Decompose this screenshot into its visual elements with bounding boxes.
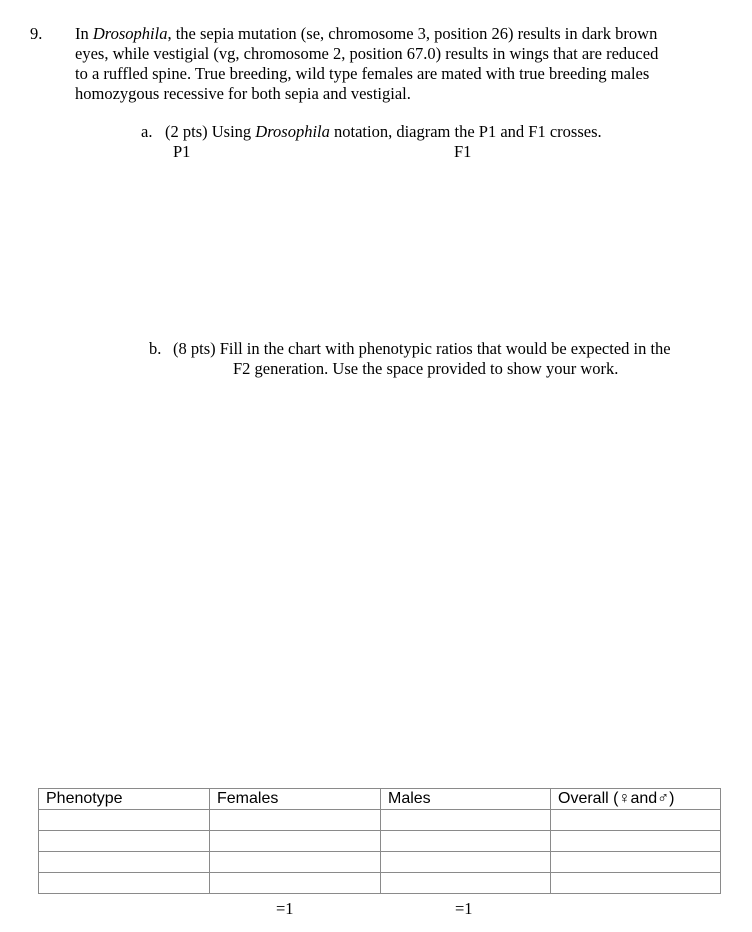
table-cell[interactable] <box>39 831 210 852</box>
phenotype-chart <box>38 788 721 894</box>
part-a-text-before: (2 pts) Using <box>165 122 256 141</box>
males-sum: =1 <box>455 899 473 918</box>
header-overall: Overall (♀and♂) <box>551 789 721 810</box>
stem-text-run: to a ruffled spine. True breeding, wild type females are mated with true breeding males <box>75 64 650 83</box>
header-males: Males <box>381 789 551 810</box>
stem-text-run: , the sepia mutation (se, chromosome 3, position 26) results in dark brown <box>167 24 658 43</box>
part-a <box>141 122 602 142</box>
table-cell[interactable] <box>210 873 381 894</box>
part-a-text-after: notation, diagram the P1 and F1 crosses. <box>329 122 602 141</box>
stem-text-run: Drosophila <box>92 24 168 43</box>
table-cell[interactable] <box>381 852 551 873</box>
table-cell[interactable] <box>381 810 551 831</box>
stem-line <box>75 44 725 64</box>
stem-line <box>75 24 725 44</box>
stem-text-run: In <box>75 24 93 43</box>
table-cell[interactable] <box>39 810 210 831</box>
table-cell[interactable] <box>39 873 210 894</box>
part-a-italic: Drosophila <box>255 122 330 141</box>
table-cell[interactable] <box>381 873 551 894</box>
label-f1: F1 <box>454 142 472 161</box>
part-b <box>149 339 671 379</box>
stem-line <box>75 64 725 84</box>
question-number: 9. <box>30 24 43 43</box>
table-row <box>39 852 721 873</box>
females-sum: =1 <box>276 899 294 918</box>
table-cell[interactable] <box>210 831 381 852</box>
header-phenotype: Phenotype <box>39 789 210 810</box>
part-a-marker: a. <box>141 122 153 141</box>
question-stem <box>75 24 725 104</box>
header-females: Females <box>210 789 381 810</box>
part-b-marker: b. <box>149 339 162 358</box>
table-row <box>39 873 721 894</box>
stem-line <box>75 84 725 104</box>
table-cell[interactable] <box>551 873 721 894</box>
table-row <box>39 810 721 831</box>
table-cell[interactable] <box>210 810 381 831</box>
stem-text-run: homozygous recessive for both sepia and vestigial. <box>75 84 411 103</box>
table-cell[interactable] <box>551 852 721 873</box>
table-cell[interactable] <box>39 852 210 873</box>
table-cell[interactable] <box>381 831 551 852</box>
part-b-line-1: (8 pts) Fill in the chart with phenotypic ratios that would be expected in the <box>173 339 671 358</box>
chart-header-row <box>39 789 721 810</box>
stem-text-run: eyes, while vestigial (vg, chromosome 2, position 67.0) results in wings that are reduced <box>75 44 659 63</box>
table-cell[interactable] <box>210 852 381 873</box>
table-row <box>39 831 721 852</box>
label-p1: P1 <box>173 142 191 161</box>
table-cell[interactable] <box>551 810 721 831</box>
part-b-line-2: F2 generation. Use the space provided to show your work. <box>233 359 619 378</box>
table-cell[interactable] <box>551 831 721 852</box>
